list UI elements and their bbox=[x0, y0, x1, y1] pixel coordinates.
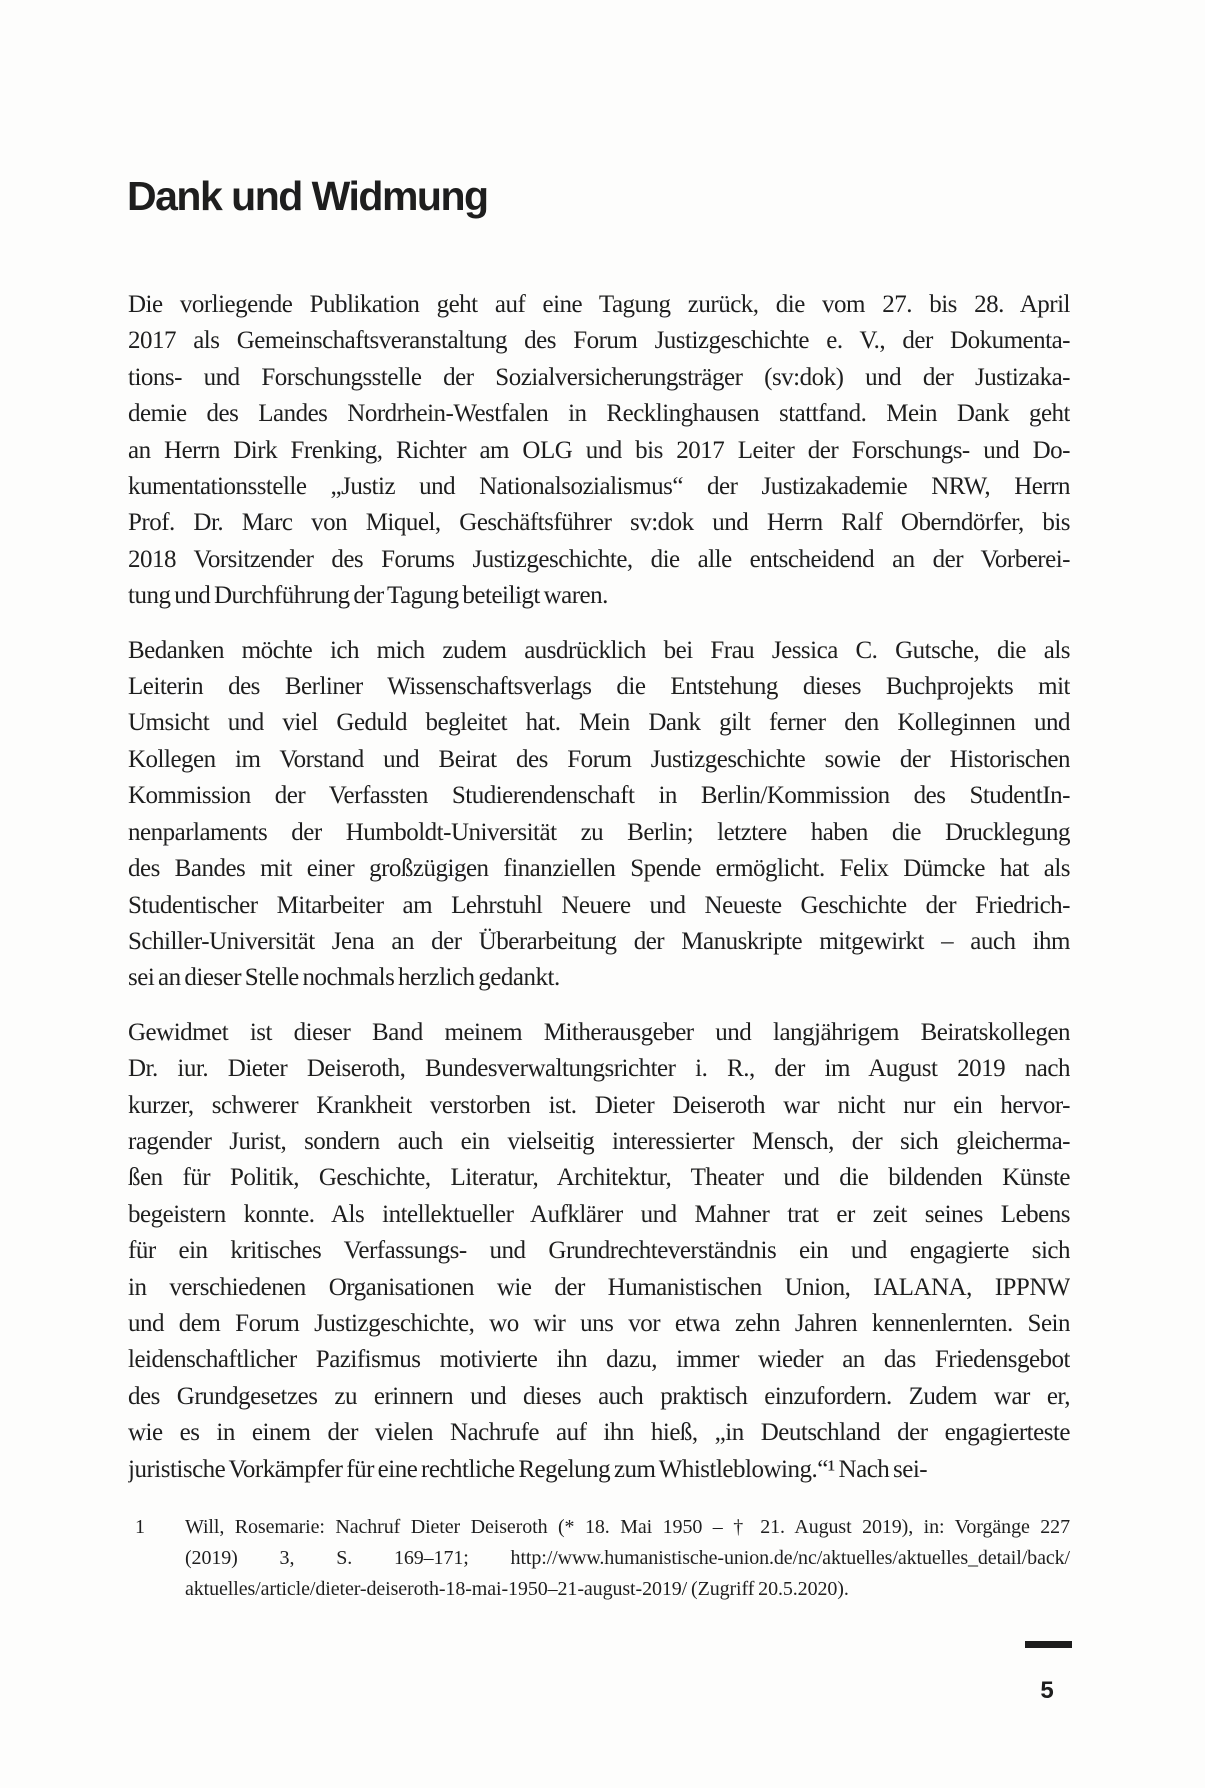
text-line: Dr. iur. Dieter Deiseroth, Bundesverwaltungsrichter i. R., der im August 2019 nach bbox=[128, 1055, 1070, 1083]
page-title: Dank und Widmung bbox=[127, 173, 488, 219]
text-line: Kommission der Verfassten Studierendenschaft in Berlin/Kommission des StudentIn- bbox=[128, 782, 1070, 810]
text-line: 2017 als Gemeinschaftsveranstaltung des Forum Justizgeschichte e. V., der Dokumenta- bbox=[128, 327, 1070, 355]
text-line: Umsicht und viel Geduld begleitet hat. Mein Dank gilt ferner den Kolleginnen und bbox=[128, 709, 1070, 737]
text-line: Gewidmet ist dieser Band meinem Mitherausgeber und langjährigem Beiratskollegen bbox=[128, 1018, 1070, 1046]
text-line: ßen für Politik, Geschichte, Literatur, Architektur, Theater und die bildenden Künste bbox=[128, 1164, 1070, 1192]
footnote bbox=[128, 1512, 1070, 1605]
text-line: Kollegen im Vorstand und Beirat des Forum Justizgeschichte sowie der Historischen bbox=[128, 745, 1070, 773]
text-line: und dem Forum Justizgeschichte, wo wir uns vor etwa zehn Jahren kennenlernten. Sein bbox=[128, 1309, 1070, 1337]
text-line: an Herrn Dirk Frenking, Richter am OLG und bis 2017 Leiter der Forschungs- und Do- bbox=[128, 436, 1070, 464]
text-line: tung und Durchführung der Tagung beteiligt waren. bbox=[128, 582, 608, 610]
text-line: aktuelles/article/dieter-deiseroth-18-mai-1950–21-august-2019/ (Zugriff 20.5.2020). bbox=[185, 1578, 849, 1600]
text-line: Prof. Dr. Marc von Miquel, Geschäftsführer sv:dok und Herrn Ralf Oberndörfer, bis bbox=[128, 509, 1070, 537]
text-line: ragender Jurist, sondern auch ein vielseitig interessierter Mensch, der sich gleicherma- bbox=[128, 1127, 1070, 1155]
text-line: kumentationsstelle „Justiz und Nationalsozialismus“ der Justizakademie NRW, Herrn bbox=[128, 473, 1070, 501]
text-line: Schiller-Universität Jena an der Überarbeitung der Manuskripte mitgewirkt – auch ihm bbox=[128, 927, 1070, 955]
text-line: in verschiedenen Organisationen wie der Humanistischen Union, IALANA, IPPNW bbox=[128, 1273, 1070, 1301]
text-line: Bedanken möchte ich mich zudem ausdrücklich bei Frau Jessica C. Gutsche, die als bbox=[128, 636, 1070, 664]
text-line: nenparlaments der Humboldt-Universität zu Berlin; letztere haben die Drucklegung bbox=[128, 818, 1070, 846]
text-line: tions- und Forschungsstelle der Sozialversicherungsträger (sv:dok) und der Justizaka- bbox=[128, 363, 1070, 391]
paragraph bbox=[128, 1015, 1070, 1488]
text-line: Leiterin des Berliner Wissenschaftsverlags die Entstehung dieses Buchprojekts mit bbox=[128, 673, 1070, 701]
text-line: wie es in einem der vielen Nachrufe auf ihn hieß, „in Deutschland der engagierteste bbox=[128, 1419, 1070, 1447]
text-line: des Bandes mit einer großzügigen finanziellen Spende ermöglicht. Felix Dümcke hat als bbox=[128, 855, 1070, 883]
text-line: sei an dieser Stelle nochmals herzlich gedankt. bbox=[128, 964, 560, 992]
footnote-marker: 1 bbox=[135, 1516, 145, 1538]
text-line: (2019) 3, S. 169–171; http://www.humanistische-union.de/nc/aktuelles/aktuelles_detail/back/ bbox=[185, 1547, 1070, 1569]
text-line: leidenschaftlicher Pazifismus motivierte ihn dazu, immer wieder an das Friedensgebot bbox=[128, 1346, 1070, 1374]
text-line: demie des Landes Nordrhein-Westfalen in Recklinghausen stattfand. Mein Dank geht bbox=[128, 400, 1070, 428]
text-line: für ein kritisches Verfassungs- und Grundrechteverständnis ein und engagierte sich bbox=[128, 1237, 1070, 1265]
paragraph bbox=[128, 633, 1070, 997]
text-line: 2018 Vorsitzender des Forums Justizgeschichte, die alle entscheidend an der Vorberei- bbox=[128, 545, 1070, 573]
paragraph bbox=[128, 287, 1070, 615]
page-number: 5 bbox=[1040, 1677, 1054, 1704]
body-text bbox=[128, 287, 1070, 1506]
text-line: begeistern konnte. Als intellektueller Aufklärer und Mahner trat er zeit seines Lebens bbox=[128, 1200, 1070, 1228]
text-line: Studentischer Mitarbeiter am Lehrstuhl Neuere und Neueste Geschichte der Friedrich- bbox=[128, 891, 1070, 919]
text-line: juristische Vorkämpfer für eine rechtliche Regelung zum Whistleblowing.“¹ Nach sei- bbox=[128, 1455, 928, 1483]
page-number-bar bbox=[1025, 1641, 1072, 1648]
text-line: Die vorliegende Publikation geht auf eine Tagung zurück, die vom 27. bis 28. April bbox=[128, 291, 1070, 318]
text-line: Will, Rosemarie: Nachruf Dieter Deiseroth (* 18. Mai 1950 – † 21. August 2019), in: Vorgänge 227 bbox=[185, 1516, 1070, 1538]
text-line: des Grundgesetzes zu erinnern und dieses auch praktisch einzufordern. Zudem war er, bbox=[128, 1382, 1070, 1410]
text-line: kurzer, schwerer Krankheit verstorben ist. Dieter Deiseroth war nicht nur ein hervor- bbox=[128, 1091, 1070, 1119]
footnote-text bbox=[128, 1512, 1070, 1605]
